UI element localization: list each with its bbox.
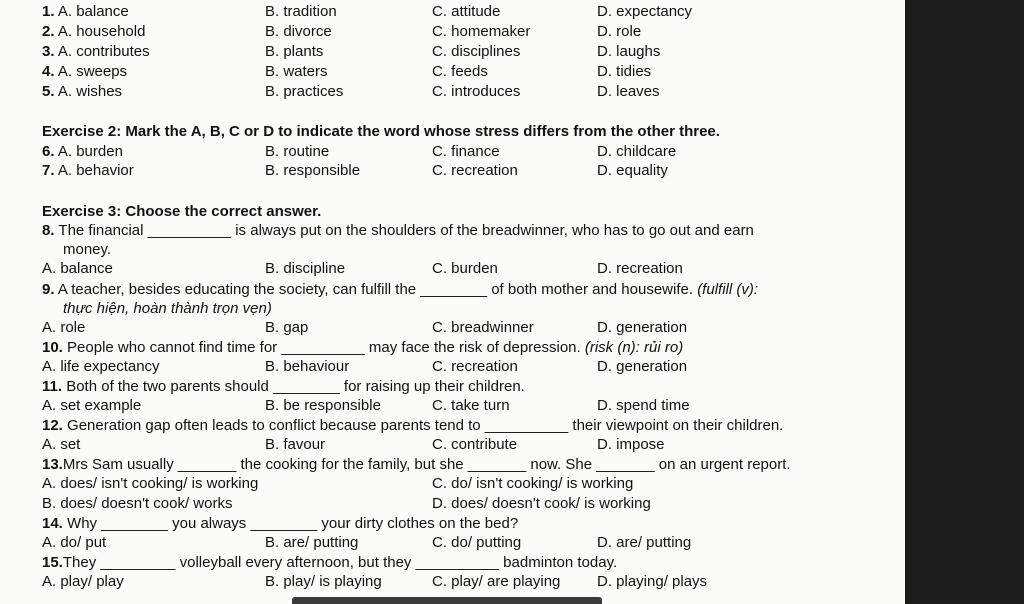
option-c: C. finance xyxy=(432,143,500,160)
option-a: A. set example xyxy=(42,397,142,414)
option-b: B. divorce xyxy=(265,23,332,40)
question-text: Why ________ you always ________ your dirty clothes on the bed? xyxy=(67,515,519,532)
question-number: 8. xyxy=(42,222,55,239)
option-a: A. contributes xyxy=(57,43,150,60)
option-c: C. disciplines xyxy=(432,43,521,60)
option-c: C. do/ isn't cooking/ is working xyxy=(432,475,634,492)
option-d: D. leaves xyxy=(597,83,660,100)
q8-stem xyxy=(0,221,905,241)
question-text: A teacher, besides educating the society, can fulfill the ________ of both mother and housewife. xyxy=(57,281,694,298)
option-d: D. expectancy xyxy=(597,3,693,20)
q14-stem xyxy=(0,514,905,534)
question-number: 12. xyxy=(42,417,63,434)
option-c: C. recreation xyxy=(432,358,518,375)
option-b: B. play/ is playing xyxy=(265,573,382,590)
option-b: B. tradition xyxy=(265,3,337,20)
q11-stem xyxy=(0,377,905,397)
option-c: C. burden xyxy=(432,260,498,277)
option-b: B. practices xyxy=(265,83,344,100)
option-b: B. gap xyxy=(265,319,309,336)
q9-stem xyxy=(0,280,905,300)
q15-stem xyxy=(0,553,905,573)
question-number: 7. xyxy=(42,162,55,179)
option-a: A. balance xyxy=(57,3,129,20)
question-number: 11. xyxy=(42,378,63,395)
option-d: D. spend time xyxy=(597,397,690,414)
q12-options xyxy=(0,435,905,455)
option-c: C. feeds xyxy=(432,63,488,80)
option-b: B. favour xyxy=(265,436,326,453)
option-b: B. plants xyxy=(265,43,324,60)
q14-options xyxy=(0,533,905,553)
option-c: C. recreation xyxy=(432,162,518,179)
option-a: A. does/ isn't cooking/ is working xyxy=(42,475,259,492)
option-d: D. childcare xyxy=(597,143,677,160)
option-a: A. play/ play xyxy=(42,573,124,590)
exercise1-row-1 xyxy=(0,2,905,22)
option-a: A. household xyxy=(57,23,146,40)
vocab-note: (fulfill (v): xyxy=(697,281,759,298)
option-a: A. wishes xyxy=(57,83,123,100)
option-a: A. behavior xyxy=(57,162,134,179)
option-c: C. do/ putting xyxy=(432,534,522,551)
q9-options xyxy=(0,318,905,338)
question-text: Both of the two parents should ________ for raising up their children. xyxy=(66,378,525,395)
option-d: D. are/ putting xyxy=(597,534,692,551)
exercise1-row-5 xyxy=(0,82,905,102)
question-number: 14. xyxy=(42,515,63,532)
option-b: B. behaviour xyxy=(265,358,350,375)
q8-stem-continued xyxy=(0,240,905,260)
exercise2-row-6 xyxy=(0,142,905,162)
q13-options-row-1 xyxy=(0,474,905,494)
option-d: D. impose xyxy=(597,436,665,453)
option-d: D. role xyxy=(597,23,642,40)
option-c: C. play/ are playing xyxy=(432,573,561,590)
q12-stem xyxy=(0,416,905,436)
vocab-note-continued: thực hiện, hoàn thành trọn vẹn) xyxy=(63,300,272,317)
option-b: B. does/ doesn't cook/ works xyxy=(42,495,233,512)
question-number: 6. xyxy=(42,143,55,160)
question-number: 2. xyxy=(42,23,55,40)
question-text: The financial __________ is always put on the shoulders of the breadwinner, who has to go out and earn xyxy=(58,222,754,239)
option-c: C. take turn xyxy=(432,397,510,414)
question-number: 4. xyxy=(42,63,55,80)
option-d: D. generation xyxy=(597,319,688,336)
question-text: Mrs Sam usually _______ the cooking for the family, but she _______ now. She _______ on an urgent report. xyxy=(62,456,791,473)
q11-options xyxy=(0,396,905,416)
option-b: B. discipline xyxy=(265,260,346,277)
exercise2-row-7 xyxy=(0,161,905,181)
option-b: B. are/ putting xyxy=(265,534,359,551)
question-number: 5. xyxy=(42,83,55,100)
option-a: A. do/ put xyxy=(42,534,107,551)
q9-stem-continued xyxy=(0,299,905,319)
exercise2-title: Exercise 2: Mark the A, B, C or D to indicate the word whose stress differs from the other three. xyxy=(42,123,720,140)
dark-side-panel xyxy=(905,0,1024,604)
vocab-note: (risk (n): rủi ro) xyxy=(584,339,684,356)
option-c: C. contribute xyxy=(432,436,518,453)
q13-stem xyxy=(0,455,905,475)
question-number: 15. xyxy=(42,554,63,571)
option-c: C. attitude xyxy=(432,3,501,20)
exercise3-title: Exercise 3: Choose the correct answer. xyxy=(42,203,322,220)
option-d: D. generation xyxy=(597,358,688,375)
question-text: People who cannot find time for __________ may face the risk of depression. xyxy=(67,339,581,356)
q10-options xyxy=(0,357,905,377)
option-a: A. set xyxy=(42,436,81,453)
option-d: D. recreation xyxy=(597,260,683,277)
question-number: 1. xyxy=(42,3,55,20)
option-d: D. tidies xyxy=(597,63,652,80)
question-number: 3. xyxy=(42,43,55,60)
question-number: 13. xyxy=(42,456,63,473)
option-a: A. role xyxy=(42,319,86,336)
option-b: B. waters xyxy=(265,63,328,80)
option-d: D. playing/ plays xyxy=(597,573,708,590)
q15-options xyxy=(0,572,905,592)
option-d: D. laughs xyxy=(597,43,661,60)
question-text: Generation gap often leads to conflict because parents tend to __________ their viewpoint on their children. xyxy=(67,417,784,434)
option-c: C. breadwinner xyxy=(432,319,534,336)
question-number: 9. xyxy=(42,281,55,298)
option-d: D. equality xyxy=(597,162,668,179)
option-a: A. burden xyxy=(57,143,123,160)
option-b: B. responsible xyxy=(265,162,361,179)
exercise2-heading-row xyxy=(0,122,905,142)
question-number: 10. xyxy=(42,339,63,356)
q10-stem xyxy=(0,338,905,358)
exercise1-row-4 xyxy=(0,62,905,82)
option-b: B. be responsible xyxy=(265,397,381,414)
option-c: C. introduces xyxy=(432,83,521,100)
option-c: C. homemaker xyxy=(432,23,531,40)
exercise1-row-2 xyxy=(0,22,905,42)
question-text-continued: money. xyxy=(63,241,112,258)
option-d: D. does/ doesn't cook/ is working xyxy=(432,495,651,512)
option-a: A. sweeps xyxy=(57,63,128,80)
horizontal-scrollbar[interactable] xyxy=(292,597,602,604)
option-a: A. life expectancy xyxy=(42,358,160,375)
q13-options-row-2 xyxy=(0,494,905,514)
exercise3-heading-row xyxy=(0,202,905,222)
option-a: A. balance xyxy=(42,260,113,277)
option-b: B. routine xyxy=(265,143,330,160)
question-text: They _________ volleyball every afternoon, but they __________ badminton today. xyxy=(62,554,618,571)
q8-options xyxy=(0,259,905,279)
exercise1-row-3 xyxy=(0,42,905,62)
